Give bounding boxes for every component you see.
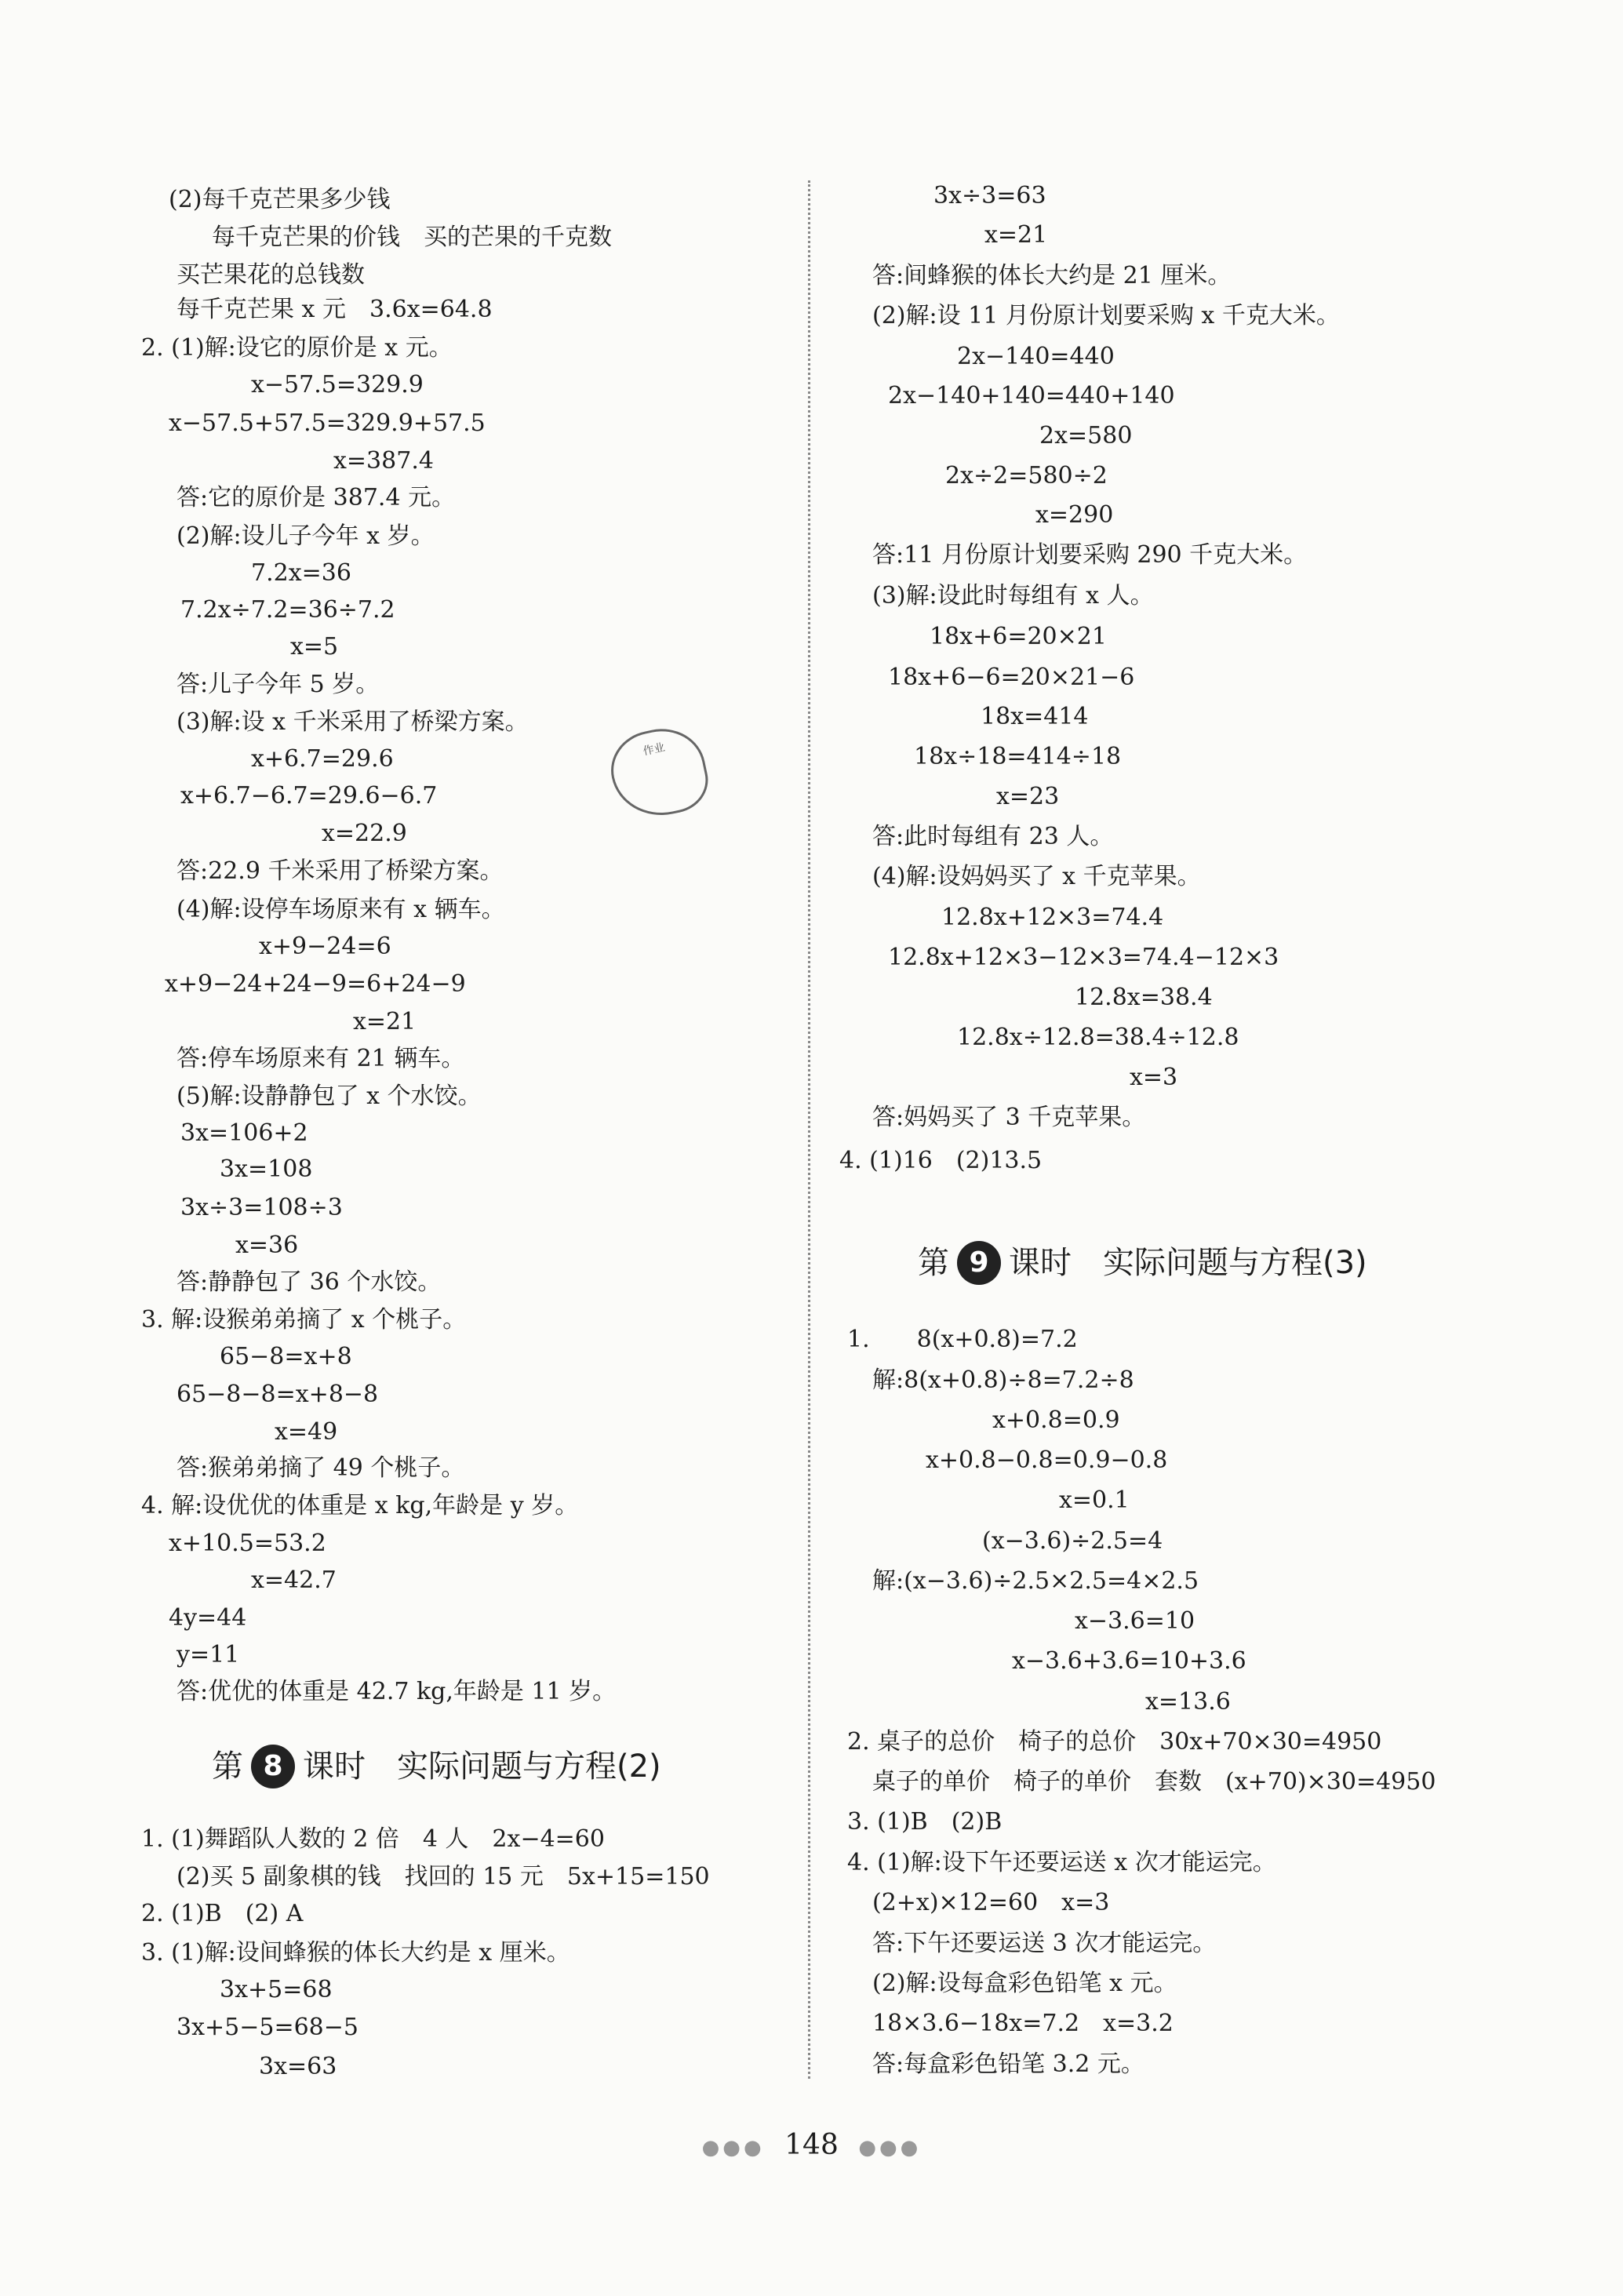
right-col-lesson9-line: (2+x)×12=60 x=3 <box>872 1889 1110 1916</box>
right-col-lesson9-line: 答:下午还要运送 3 次才能运完。 <box>872 1930 1217 1957</box>
lesson-number-badge: 8 <box>251 1745 295 1788</box>
right-col-line: 2x=580 <box>1039 422 1133 449</box>
right-col-lesson9-line: 18×3.6−18x=7.2 x=3.2 <box>872 2010 1174 2037</box>
right-col-lesson9-line: 1. 8(x+0.8)=7.2 <box>847 1326 1078 1353</box>
left-col-line: x+6.7=29.6 <box>251 745 394 773</box>
right-col-lesson9-line: (x−3.6)÷2.5=4 <box>982 1527 1163 1555</box>
left-col-lesson8-line: 3x=63 <box>259 2053 337 2080</box>
left-col-line: 答:22.9 千米采用了桥梁方案。 <box>176 857 504 885</box>
page-footer <box>0 2126 1623 2167</box>
right-col-lesson9-line: x=13.6 <box>1145 1688 1231 1716</box>
left-col-line: x+10.5=53.2 <box>169 1530 326 1557</box>
left-col-lesson8-line: 3x+5−5=68−5 <box>176 2014 358 2041</box>
left-col-line: (2)每千克芒果多少钱 <box>169 186 391 213</box>
footer-dots-left: ●●● <box>701 2136 765 2160</box>
right-col-lesson9-line: 解:8(x+0.8)÷8=7.2÷8 <box>872 1366 1134 1394</box>
left-col-line: x+9−24+24−9=6+24−9 <box>165 970 466 998</box>
lesson-suffix: 课时 <box>303 1748 366 1785</box>
right-col-line: 答:此时每组有 23 人。 <box>872 823 1114 850</box>
right-col-line: 4. (1)16 (2)13.5 <box>839 1147 1043 1174</box>
right-col-line: 18x+6−6=20×21−6 <box>888 664 1135 691</box>
left-col-line: 答:优优的体重是 42.7 kg,年龄是 11 岁。 <box>176 1678 617 1705</box>
left-col-line: x−57.5=329.9 <box>251 371 424 398</box>
left-col-line: (4)解:设停车场原来有 x 辆车。 <box>176 896 505 923</box>
right-col-lesson9-line: x=0.1 <box>1059 1486 1130 1514</box>
right-col-lesson9-line: 解:(x−3.6)÷2.5×2.5=4×2.5 <box>872 1567 1199 1595</box>
right-col-line: (4)解:设妈妈买了 x 千克苹果。 <box>872 863 1201 890</box>
left-col-line: x=5 <box>290 633 339 660</box>
column-divider <box>808 180 810 2079</box>
right-col-lesson9-line: x−3.6+3.6=10+3.6 <box>1012 1647 1246 1675</box>
right-col-lesson9-line: x+0.8=0.9 <box>992 1406 1120 1434</box>
right-col-line: 12.8x÷12.8=38.4÷12.8 <box>957 1024 1239 1051</box>
left-col-line: 4. 解:设优优的体重是 x kg,年龄是 y 岁。 <box>141 1492 579 1519</box>
left-col-line: x+6.7−6.7=29.6−6.7 <box>180 782 438 810</box>
right-col-line: 2x÷2=580÷2 <box>945 462 1108 489</box>
left-col-line: 3x=108 <box>220 1155 313 1183</box>
left-col-line: x=36 <box>235 1232 299 1259</box>
left-col-line: 3x=106+2 <box>180 1119 308 1147</box>
left-col-lesson8-line: 3x+5=68 <box>220 1976 333 2003</box>
left-col-line: y=11 <box>176 1641 240 1668</box>
right-col-lesson9-line: 桌子的单价 椅子的单价 套数 (x+70)×30=4950 <box>872 1768 1436 1796</box>
left-col-line: 答:静静包了 36 个水饺。 <box>176 1268 442 1296</box>
lesson-number-badge: 9 <box>957 1241 1001 1285</box>
left-col-line: x=42.7 <box>251 1566 337 1594</box>
lesson-8-heading <box>212 1743 661 1790</box>
footer-dots-right: ●●● <box>858 2136 922 2160</box>
right-col-line: x=21 <box>984 221 1048 249</box>
right-col-line: 答:间蜂猴的体长大约是 21 厘米。 <box>872 262 1232 289</box>
lesson-title: 实际问题与方程(2) <box>397 1748 661 1785</box>
right-col-line: 答:妈妈买了 3 千克苹果。 <box>872 1104 1146 1131</box>
left-col-line: 每千克芒果 x 元 3.6x=64.8 <box>176 296 493 323</box>
left-col-line: 3x÷3=108÷3 <box>180 1194 343 1221</box>
right-col-lesson9-line: x−3.6=10 <box>1075 1607 1195 1635</box>
left-col-line: x=22.9 <box>322 820 407 847</box>
page-number: 148 <box>784 2129 839 2161</box>
right-col-line: (2)解:设 11 月份原计划要采购 x 千克大米。 <box>872 302 1340 329</box>
lesson-prefix: 第 <box>212 1748 243 1785</box>
left-col-line: 每千克芒果的价钱 买的芒果的千克数 <box>212 224 612 251</box>
right-col-line: 12.8x=38.4 <box>1075 984 1213 1011</box>
lesson-9-heading <box>918 1239 1367 1286</box>
left-col-line: (5)解:设静静包了 x 个水饺。 <box>176 1083 482 1110</box>
right-col-line: 2x−140=440 <box>957 343 1115 370</box>
right-col-line: 2x−140+140=440+140 <box>888 382 1175 409</box>
lesson-title: 实际问题与方程(3) <box>1103 1245 1367 1281</box>
stamp-text: 作业 <box>642 740 667 759</box>
lesson-prefix: 第 <box>918 1245 949 1281</box>
left-col-lesson8-line: 2. (1)B (2) A <box>141 1900 304 1927</box>
homework-stamp <box>604 721 714 825</box>
right-col-line: 18x=414 <box>981 703 1089 730</box>
left-col-line: 4y=44 <box>169 1604 247 1632</box>
left-col-line: 答:猴弟弟摘了 49 个桃子。 <box>176 1454 465 1482</box>
right-col-lesson9-line: (2)解:设每盒彩色铅笔 x 元。 <box>872 1970 1177 1997</box>
left-col-line: x=21 <box>353 1008 417 1035</box>
left-col-line: 2. (1)解:设它的原价是 x 元。 <box>141 334 453 362</box>
right-col-line: x=3 <box>1130 1064 1178 1091</box>
left-col-line: 7.2x÷7.2=36÷7.2 <box>180 596 395 624</box>
right-col-line: (3)解:设此时每组有 x 人。 <box>872 582 1154 609</box>
left-col-lesson8-line: 1. (1)舞蹈队人数的 2 倍 4 人 2x−4=60 <box>141 1825 605 1853</box>
right-col-line: 18x÷18=414÷18 <box>914 743 1122 770</box>
right-col-line: 18x+6=20×21 <box>930 623 1107 650</box>
right-col-line: 12.8x+12×3−12×3=74.4−12×3 <box>888 944 1279 971</box>
left-col-line: 答:停车场原来有 21 辆车。 <box>176 1045 465 1072</box>
left-col-line: 买芒果花的总钱数 <box>176 261 365 289</box>
left-col-line: 3. 解:设猴弟弟摘了 x 个桃子。 <box>141 1306 467 1334</box>
left-col-line: 65−8=x+8 <box>220 1343 352 1370</box>
right-col-lesson9-line: 3. (1)B (2)B <box>847 1808 1003 1836</box>
left-col-line: 答:儿子今年 5 岁。 <box>176 671 380 698</box>
right-col-line: x=23 <box>996 783 1060 810</box>
right-col-lesson9-line: 答:每盒彩色铅笔 3.2 元。 <box>872 2050 1144 2078</box>
left-col-line: 7.2x=36 <box>251 559 351 587</box>
left-col-line: x−57.5+57.5=329.9+57.5 <box>169 409 486 437</box>
left-col-line: x+9−24=6 <box>259 933 391 960</box>
right-col-line: 3x÷3=63 <box>933 182 1046 209</box>
lesson-suffix: 课时 <box>1009 1245 1072 1281</box>
left-col-line: 65−8−8=x+8−8 <box>176 1381 379 1408</box>
right-col-line: 12.8x+12×3=74.4 <box>941 904 1164 931</box>
right-col-line: 答:11 月份原计划要采购 290 千克大米。 <box>872 541 1308 569</box>
right-col-lesson9-line: 2. 桌子的总价 椅子的总价 30x+70×30=4950 <box>847 1728 1382 1756</box>
left-col-line: (3)解:设 x 千米采用了桥梁方案。 <box>176 708 529 736</box>
right-col-lesson9-line: 4. (1)解:设下午还要运送 x 次才能运完。 <box>847 1849 1276 1876</box>
left-col-line: 答:它的原价是 387.4 元。 <box>176 484 456 511</box>
right-col-line: x=290 <box>1035 501 1114 529</box>
left-col-line: x=387.4 <box>333 447 434 475</box>
left-col-line: (2)解:设儿子今年 x 岁。 <box>176 522 435 550</box>
left-col-lesson8-line: (2)买 5 副象棋的钱 找回的 15 元 5x+15=150 <box>176 1863 710 1890</box>
left-col-line: x=49 <box>275 1418 338 1446</box>
right-col-lesson9-line: x+0.8−0.8=0.9−0.8 <box>926 1446 1168 1474</box>
left-col-lesson8-line: 3. (1)解:设间蜂猴的体长大约是 x 厘米。 <box>141 1939 570 1967</box>
